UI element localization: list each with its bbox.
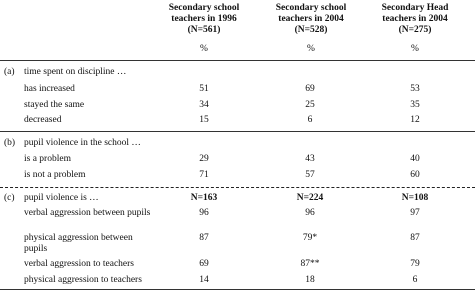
row-label: is not a problem [24, 170, 86, 180]
subgroup-n-2: N=224 [296, 193, 324, 203]
row-label: has increased [24, 84, 75, 94]
cell-value: 87** [300, 259, 320, 269]
column-header-1: Secondary school teachers in 1996 (N=561) [168, 3, 240, 35]
cell-value: 14 [199, 275, 209, 285]
cell-value: 6 [307, 115, 313, 125]
cell-value: 60 [410, 170, 420, 180]
header-rule [0, 60, 475, 61]
cell-value: 51 [199, 84, 209, 94]
cell-value: 79* [302, 233, 318, 243]
row-label: physical aggression between pupils [24, 233, 133, 254]
section-rule [0, 131, 475, 132]
row-label: is a problem [24, 154, 71, 164]
section-title-c: pupil violence is … [24, 193, 99, 203]
cell-value: 79 [410, 259, 420, 269]
section-marker-c: (c) [4, 193, 15, 203]
cell-value: 35 [410, 100, 420, 110]
cell-value: 69 [199, 259, 209, 269]
unit-label-2: % [307, 44, 315, 54]
cell-value: 18 [305, 275, 315, 285]
row-label: stayed the same [24, 100, 85, 110]
section-title-a: time spent on discipline … [24, 67, 127, 77]
cell-value: 69 [305, 84, 315, 94]
bottom-rule [0, 289, 475, 290]
row-label: decreased [24, 115, 62, 125]
unit-label-1: % [200, 44, 208, 54]
cell-value: 40 [410, 154, 420, 164]
subgroup-n-1: N=163 [190, 193, 218, 203]
cell-value: 96 [305, 208, 315, 218]
section-marker-a: (a) [4, 67, 15, 77]
cell-value: 87 [199, 233, 209, 243]
cell-value: 29 [199, 154, 209, 164]
cell-value: 87 [410, 233, 420, 243]
column-header-2: Secondary school teachers in 2004 (N=528) [275, 3, 347, 35]
cell-value: 6 [412, 275, 418, 285]
cell-value: 12 [410, 115, 420, 125]
row-label: verbal aggression to teachers [24, 259, 134, 269]
subgroup-n-3: N=108 [401, 193, 429, 203]
cell-value: 53 [410, 84, 420, 94]
cell-value: 96 [199, 208, 209, 218]
unit-label-3: % [411, 44, 419, 54]
row-label: physical aggression to teachers [24, 275, 142, 285]
cell-value: 57 [305, 170, 315, 180]
cell-value: 25 [305, 100, 315, 110]
section-marker-b: (b) [4, 138, 16, 148]
column-header-3: Secondary Head teachers in 2004 (N=275) [381, 3, 449, 35]
row-label: verbal aggression between pupils [24, 208, 151, 218]
cell-value: 15 [199, 115, 209, 125]
cell-value: 71 [199, 170, 209, 180]
cell-value: 43 [305, 154, 315, 164]
dashed-rule [0, 187, 475, 188]
cell-value: 97 [410, 208, 420, 218]
cell-value: 34 [199, 100, 209, 110]
section-title-b: pupil violence in the school … [24, 138, 141, 148]
